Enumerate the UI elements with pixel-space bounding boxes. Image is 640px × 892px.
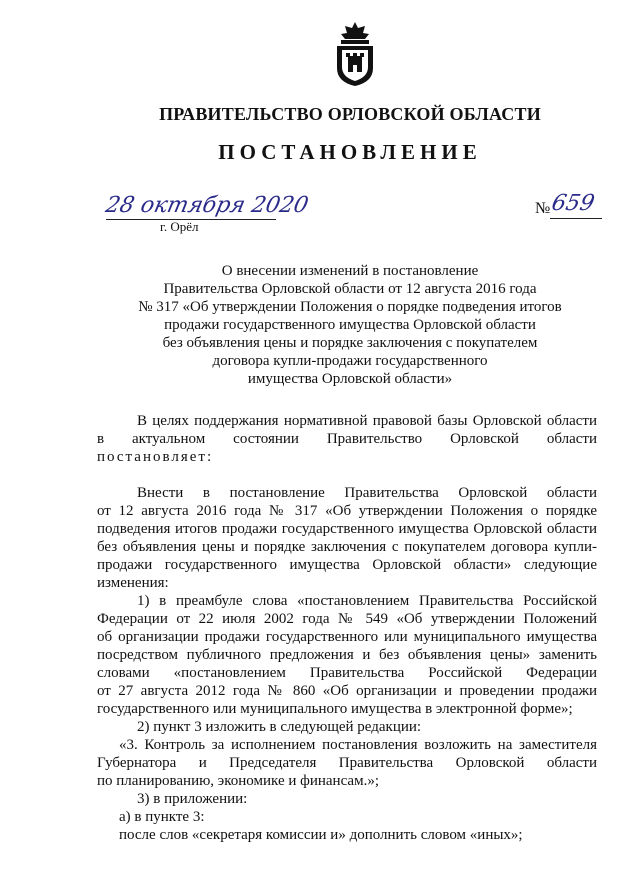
handwritten-date: 28 октября 2020: [103, 193, 311, 218]
city-label: г. Орёл: [160, 219, 199, 234]
document-type-title: ПОСТАНОВЛЕНИЕ: [218, 140, 482, 164]
subject-line: № 317 «Об утверждении Положения о порядке подведения итогов: [138, 299, 562, 315]
item1-line: 1) в преамбуле слова «постановлением Правительства Российской: [137, 593, 597, 609]
subject-line: договора купли-продажи государственного: [212, 353, 488, 369]
item1-line: Федерации от 22 июля 2002 года № 549 «Об утверждении Положений: [97, 611, 597, 627]
item1-line: словами «постановлением Правительства Российской Федерации: [97, 665, 597, 681]
subject-line: Правительства Орловской области от 12 августа 2016 года: [163, 281, 537, 297]
subject-line: имущества Орловской области»: [247, 371, 453, 387]
main-line: продажи государственного имущества Орловской области» следующие: [97, 557, 597, 573]
subject-line: без объявления цены и порядке заключения с покупателем: [162, 335, 538, 351]
item1-line: об организации продажи государственного или муниципального имущества: [97, 629, 597, 645]
item3a-text-line: после слов «секретаря комиссии и» дополнить словом «иных»;: [119, 827, 523, 843]
intro-line: В целях поддержания нормативной правовой базы Орловской области: [137, 413, 597, 429]
main-line: Внести в постановление Правительства Орловской области: [137, 485, 597, 501]
item1-line: государственного или муниципального имущества в электронной форме»;: [97, 701, 573, 717]
main-line: подведения итогов продажи государственного имущества Орловской области: [97, 521, 597, 537]
document-body: [97, 412, 597, 844]
subject-line: О внесении изменений в постановление: [221, 263, 479, 279]
main-line: изменения:: [97, 575, 169, 591]
item2-quote-line: по планированию, экономике и финансам.»;: [97, 773, 379, 789]
intro-line: постановляет:: [97, 449, 214, 465]
handwritten-number: 659: [549, 191, 597, 216]
item1-line: посредством публичного предложения и без объявления цены» заменить: [97, 647, 597, 663]
intro-line: в актуальном состоянии Правительство Орловской области: [97, 431, 597, 447]
number-underline: [550, 218, 602, 219]
main-line: без объявления цены и порядке заключения с покупателем договора купли-: [97, 539, 597, 555]
item3-line: 3) в приложении:: [137, 791, 248, 807]
number-label: №: [535, 200, 551, 217]
item2-line: 2) пункт 3 изложить в следующей редакции:: [137, 719, 422, 735]
item2-quote-line: «3. Контроль за исполнением постановления возложить на заместителя: [119, 737, 597, 753]
item1-line: от 27 августа 2012 года № 860 «Об организации и проведении продажи: [97, 683, 597, 699]
document-subject: [120, 262, 580, 388]
item2-quote-line: Губернатора и Председателя Правительства Орловской области: [97, 755, 597, 771]
main-line: от 12 августа 2016 года № 317 «Об утверждении Положения о порядке: [97, 503, 597, 519]
item3a-line: а) в пункте 3:: [119, 809, 205, 825]
coat-of-arms-emblem: [331, 20, 379, 88]
subject-line: продажи государственного имущества Орловской области: [164, 317, 536, 333]
government-title: ПРАВИТЕЛЬСТВО ОРЛОВСКОЙ ОБЛАСТИ: [159, 104, 541, 124]
